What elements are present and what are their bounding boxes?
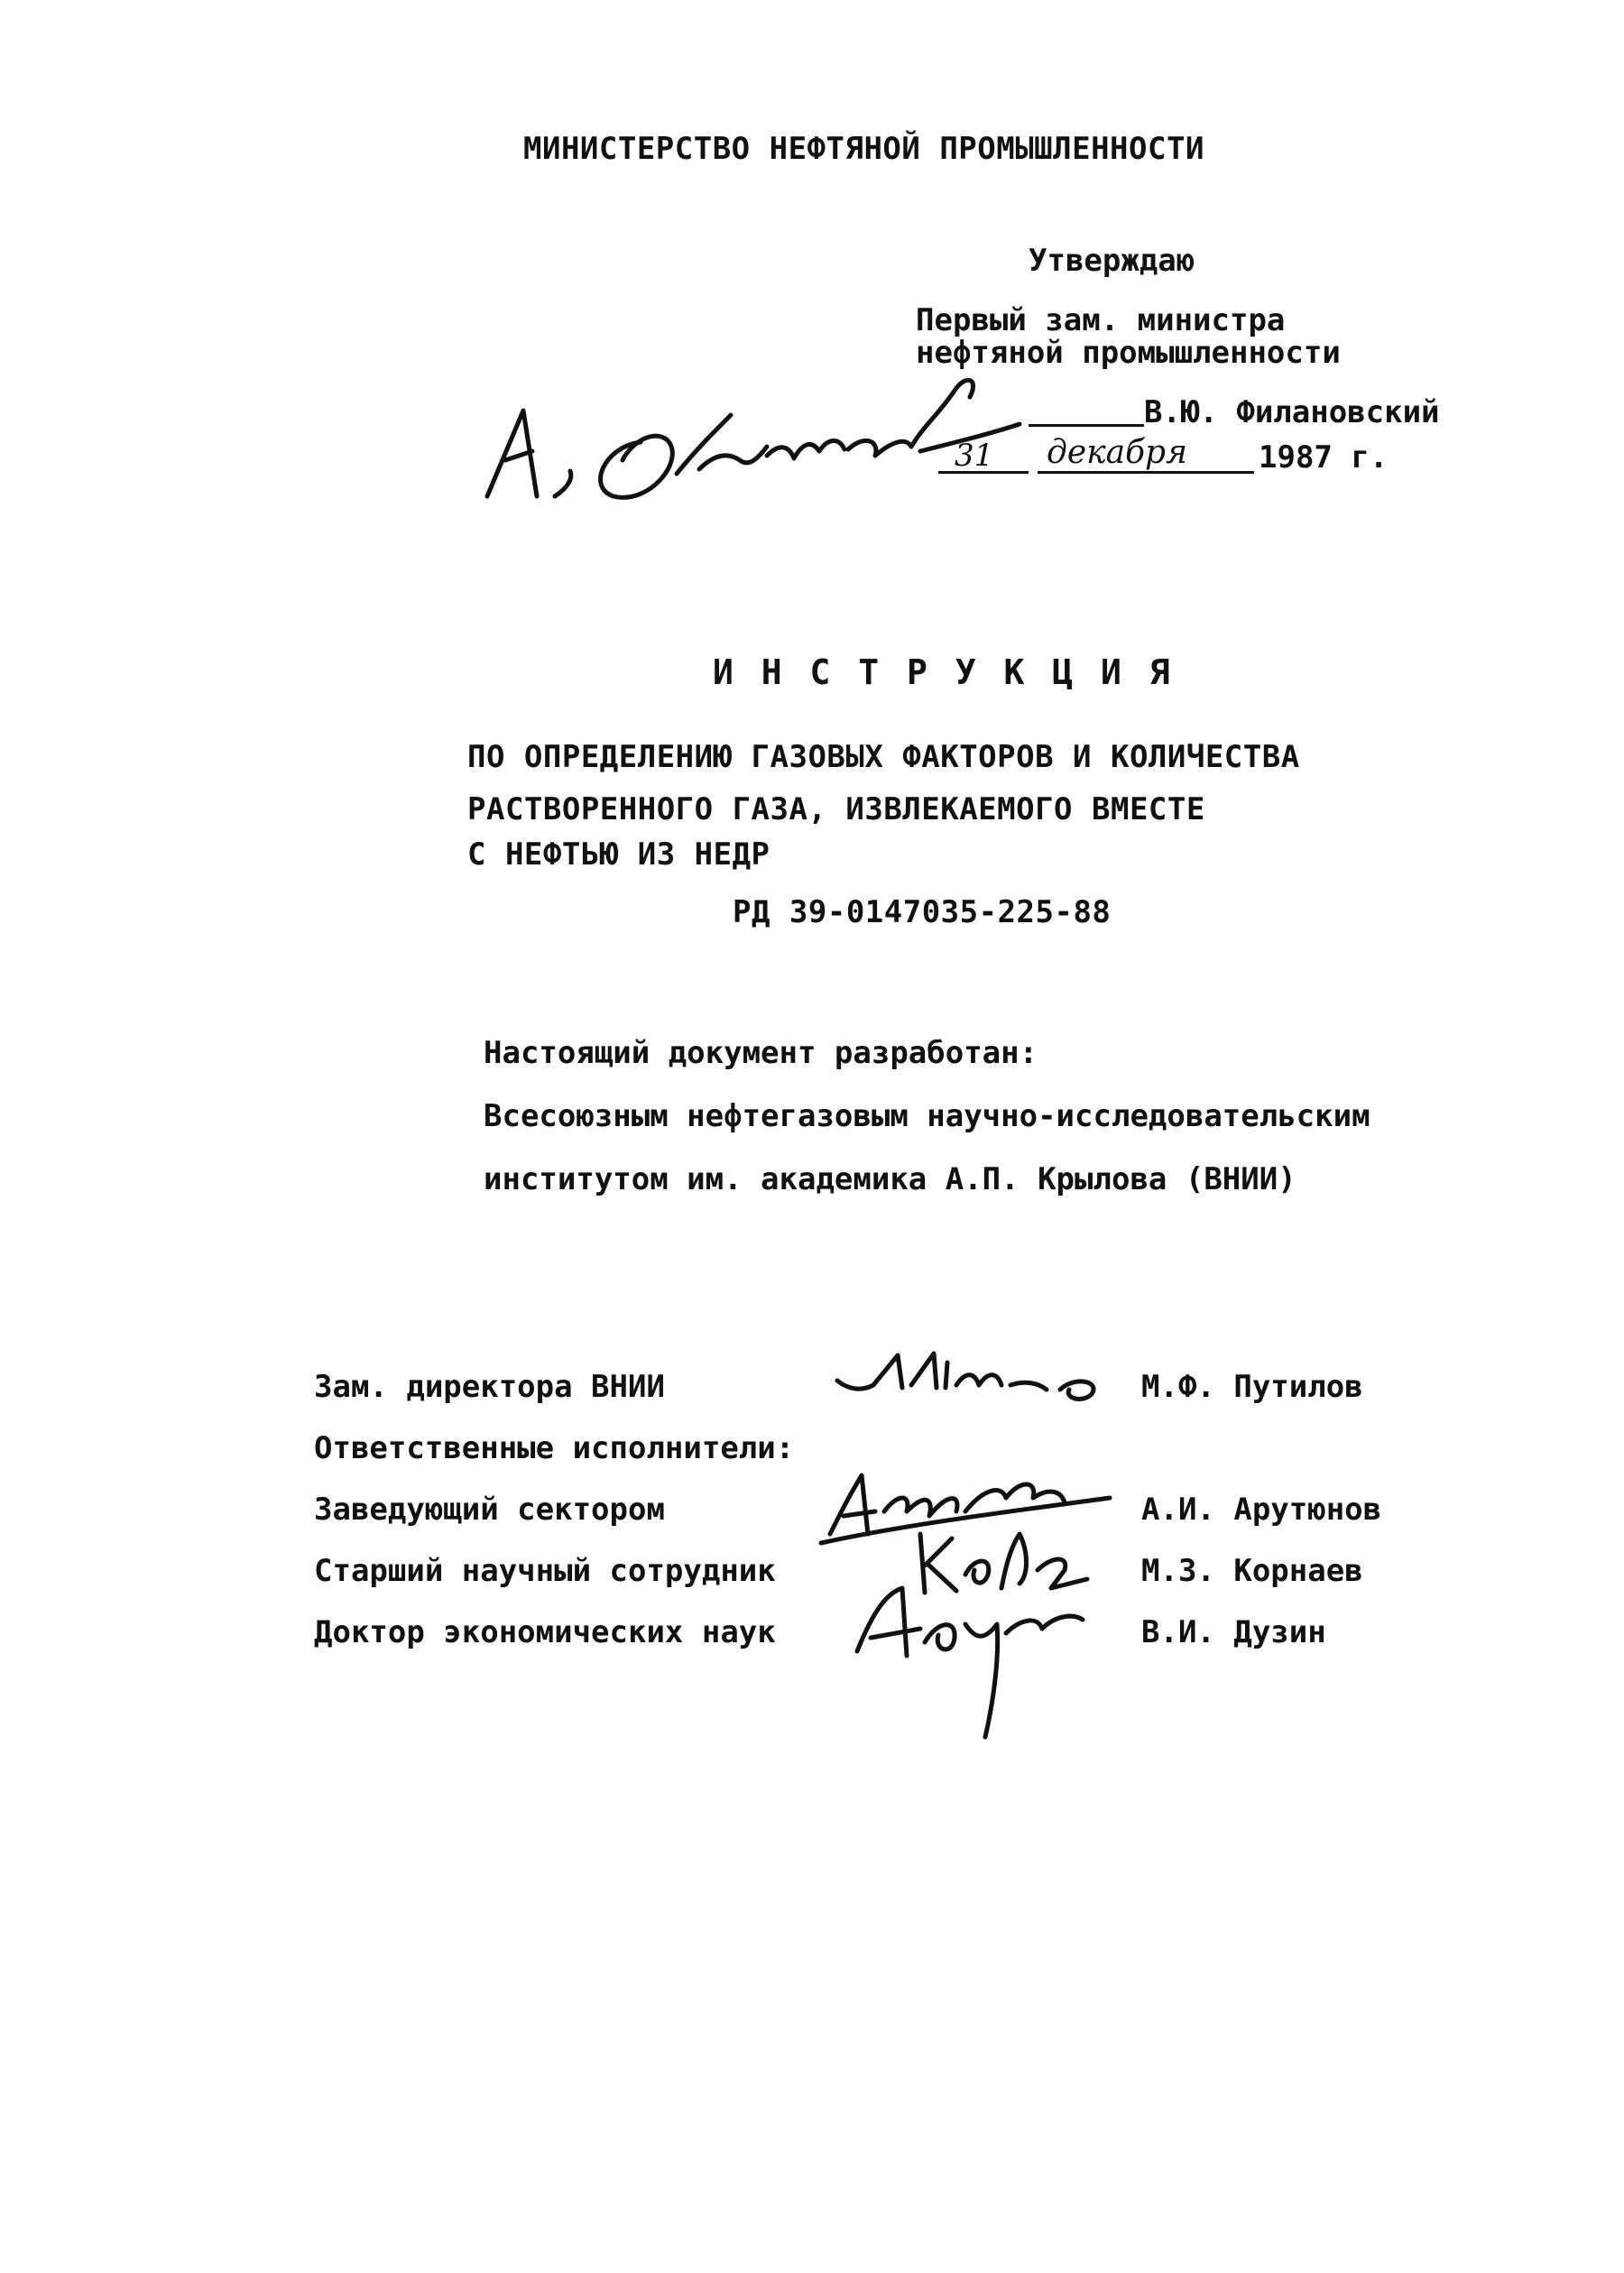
date-day: 31 bbox=[955, 438, 994, 474]
signatory-name: В.И. Дузин bbox=[1141, 1614, 1326, 1650]
signatory-role: Ответственные исполнители: bbox=[314, 1430, 795, 1466]
date-year: 1987 г. bbox=[1259, 439, 1389, 476]
approver-signature bbox=[469, 361, 1029, 523]
approve-label: Утверждаю bbox=[1029, 243, 1195, 279]
signatory-name: М.Ф. Путилов bbox=[1141, 1369, 1363, 1405]
title-line2: РАСТВОРЕННОГО ГАЗА, ИЗВЛЕКАЕМОГО ВМЕСТЕ bbox=[467, 791, 1205, 827]
developer-intro: Настоящий документ разработан: bbox=[484, 1035, 1038, 1071]
approver-position-line2: нефтяной промышленности bbox=[916, 335, 1341, 371]
signatory-role: Зам. директора ВНИИ bbox=[314, 1369, 665, 1405]
approver-position-line1: Первый зам. министра bbox=[916, 302, 1286, 338]
approver-name: В.Ю. Филановский bbox=[1144, 394, 1440, 430]
document-code: РД 39-0147035-225-88 bbox=[733, 894, 1112, 930]
signatory-role: Старший научный сотрудник bbox=[314, 1553, 776, 1589]
putilov-signature bbox=[830, 1344, 1119, 1417]
date-month-line bbox=[1038, 471, 1254, 474]
signatory-role: Заведующий сектором bbox=[314, 1492, 665, 1528]
duzin-signature bbox=[839, 1570, 1092, 1742]
developer-line1: Всесоюзным нефтегазовым научно-исследовательским bbox=[484, 1098, 1370, 1134]
title-line1: ПО ОПРЕДЕЛЕНИЮ ГАЗОВЫХ ФАКТОРОВ И КОЛИЧЕСТВА bbox=[467, 739, 1300, 775]
title-line3: С НЕФТЬЮ ИЗ НЕДР bbox=[467, 836, 770, 873]
signatory-role: Доктор экономических наук bbox=[314, 1614, 776, 1650]
signatory-name: М.З. Корнаев bbox=[1141, 1553, 1363, 1589]
developer-line2: институтом им. академика А.П. Крылова (ВНИИ) bbox=[484, 1161, 1296, 1197]
ministry-header: МИНИСТЕРСТВО НЕФТЯНОЙ ПРОМЫШЛЕННОСТИ bbox=[523, 131, 1204, 167]
signature-line bbox=[1029, 424, 1144, 427]
document-heading: И Н С Т Р У К Ц И Я bbox=[713, 652, 1174, 692]
date-month: декабря bbox=[1047, 434, 1187, 471]
signatory-name: А.И. Арутюнов bbox=[1141, 1492, 1382, 1528]
